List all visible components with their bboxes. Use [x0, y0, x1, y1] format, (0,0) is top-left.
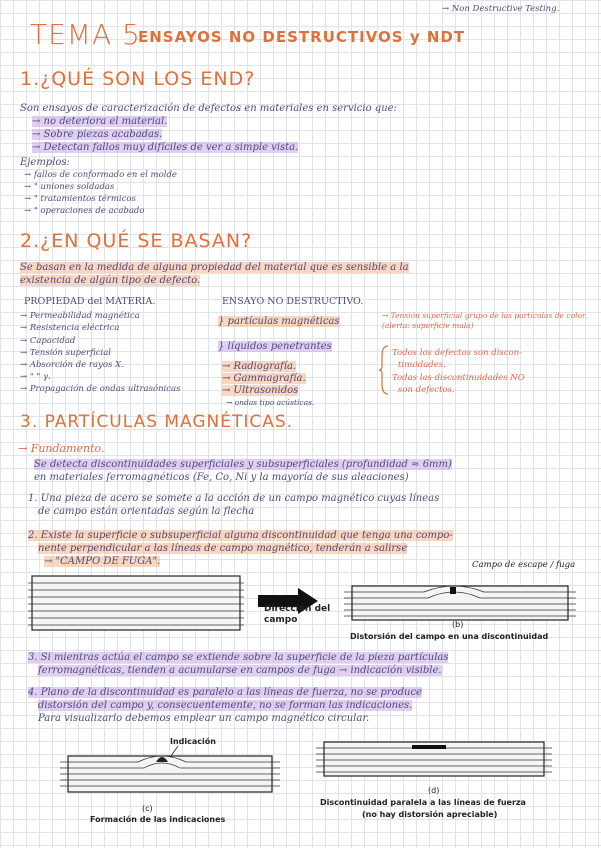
fig-d-caption-1: Discontinuidad paralela a las líneas de fuerza: [320, 798, 526, 807]
fundamento-label: → Fundamento.: [18, 442, 105, 455]
point-4a-text: 4. Plano de la discontinuidad es paralelo a las líneas de fuerza, no se produce: [28, 687, 422, 698]
fig-b-caption: Distorsión del campo en una discontinuidad: [350, 632, 549, 641]
point-2c-text: → "CAMPO DE FUGA".: [44, 556, 161, 567]
page-title: ENSAYOS NO DESTRUCTIVOS y NDT: [138, 28, 466, 46]
fund-line-2: en materiales ferromagnéticos (Fe, Co, Ni y la mayoría de sus aleaciones): [34, 472, 409, 483]
note-all-1: Todos los defectos son discon-: [392, 348, 523, 358]
fig-c-caption: Formación de las indicaciones: [90, 815, 226, 824]
point-1b: de campo están orientadas según la flecha: [38, 506, 255, 517]
s1-examples-label: Ejemplos:: [20, 157, 70, 168]
note-all-2: tinuidades.: [398, 360, 446, 370]
s2-intro-1: [20, 262, 409, 273]
corner-note: → Non Destructive Testing.: [442, 4, 560, 14]
section-2-heading: 2.¿EN QUÉ SE BASAN?: [20, 230, 253, 252]
figure-indication: [60, 746, 280, 802]
point-2b-text: nente perpendicular a las líneas de campo magnético, tenderán a salirse: [38, 543, 408, 554]
page-title-number: TEMA 5: [30, 18, 141, 51]
s1-item-2: → Sobre piezas acabadas.: [32, 129, 163, 140]
s2-intro-2-text: existencia de algún tipo de defecto.: [20, 275, 201, 286]
point-2a-text: 2. Existe la superficie o subsuperficial alguna discontinuidad que tenga una compo-: [28, 530, 453, 541]
fig-d-caption-2: (no hay distorsión apreciable): [362, 810, 498, 819]
prop-5: → Absorción de rayos X.: [20, 360, 124, 370]
section-1-heading: 1.¿QUÉ SON LOS END?: [20, 68, 256, 90]
fig-c-label: (c): [142, 804, 153, 813]
note-ultra: → ondas tipo acústicas.: [226, 398, 315, 407]
s1-item-3: → Detectan fallos muy difíciles de ver a simple vista.: [32, 142, 299, 153]
test-3: → Radiografía.: [222, 361, 297, 372]
point-4a: [28, 687, 422, 698]
test-2: } líquidos penetrantes: [218, 341, 332, 352]
fig-c-indication: Indicación: [170, 737, 216, 746]
s1-intro: Son ensayos de caracterización de defectos en materiales en servicio que:: [20, 103, 397, 114]
prop-6: → " " γ.: [20, 372, 51, 382]
s1-example-3: → " tratamientos térmicos: [24, 194, 136, 204]
fund-line-1: [34, 459, 452, 470]
note-particles: → Tensión superficial grupo de las partículas de color. (alerta: superficie mala): [382, 311, 588, 330]
point-3a: [28, 652, 448, 663]
s1-example-2: → " uniones soldadas: [24, 182, 115, 192]
figure-parallel: [316, 736, 552, 782]
point-3a-text: 3. Si mientras actúa el campo se extiende sobre la superficie de la pieza partículas: [28, 652, 449, 663]
s1-example-1: → fallos de conformado en el molde: [24, 170, 177, 180]
s2-col2-head: ENSAYO NO DESTRUCTIVO.: [222, 296, 364, 307]
fig-b-note: Campo de escape / fuga: [472, 560, 576, 570]
point-1a: 1. Una pieza de acero se somete a la acción de un campo magnético cuyas líneas: [28, 493, 440, 504]
point-3b-text: ferromagnéticas, tienden a acumularse en campos de fuga → indicación visible.: [38, 665, 442, 676]
note-all-4: son defectos.: [398, 385, 455, 395]
s2-intro-1-text: Se basan en la medida de alguna propiedad del material que es sensible a la: [20, 262, 409, 273]
brace: [378, 344, 390, 396]
s1-item-1: → no deteriora el material.: [32, 116, 168, 127]
point-4b-text: distorsión del campo y, consecuentemente, no se forman las indicaciones.: [38, 700, 413, 711]
section-3-heading: 3. PARTÍCULAS MAGNÉTICAS.: [20, 412, 294, 432]
point-2a: [28, 530, 453, 541]
point-3b: [38, 665, 442, 676]
s2-intro-2: [20, 275, 200, 286]
prop-3: → Capacidad: [20, 336, 76, 346]
fig-b-label: (b): [452, 620, 464, 629]
fig-direction-label: Dirección del campo: [264, 604, 331, 625]
prop-1: → Permeabilidad magnética: [20, 311, 140, 321]
s2-col1-head: PROPIEDAD del MATERIA.: [24, 296, 156, 307]
point-4b: [38, 700, 412, 711]
fig-d-label: (d): [428, 786, 440, 795]
point-2b: [38, 543, 407, 554]
test-1: } partículas magnéticas: [218, 316, 340, 327]
note-all-3: Todas las discontinuidades NO: [392, 373, 525, 383]
test-5: → Ultrasonidos: [222, 385, 299, 396]
test-4: → Gammagrafía.: [222, 373, 306, 384]
prop-7: → Propagación de ondas ultrasónicas: [20, 384, 181, 394]
s1-example-4: → " operaciones de acabado: [24, 206, 145, 216]
fund-line-1-text: Se detecta discontinuidades superficiales y subsuperficiales (profundidad ≈ 6mm): [34, 459, 452, 470]
prop-2: → Resistencia eléctrica: [20, 323, 120, 333]
point-4c: Para visualizarlo debemos emplear un campo magnético circular.: [38, 713, 370, 724]
figure-field-lines: [26, 574, 246, 634]
prop-4: → Tensión superficial: [20, 348, 112, 358]
point-2c: [44, 556, 160, 567]
